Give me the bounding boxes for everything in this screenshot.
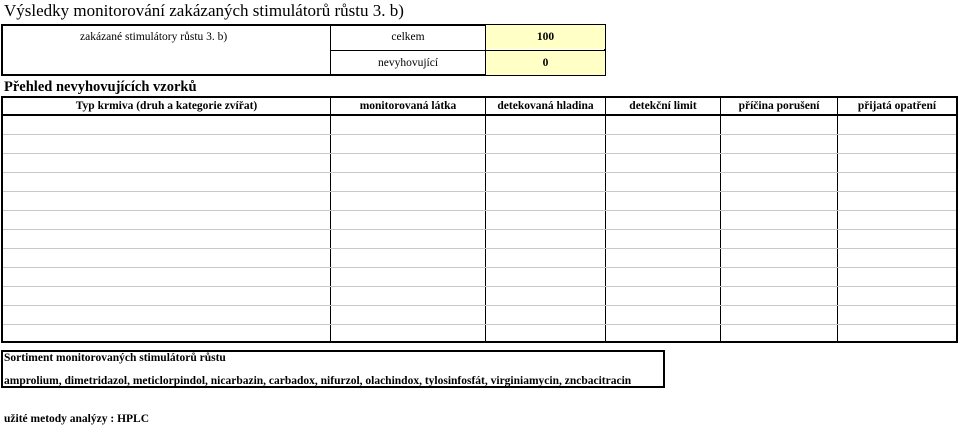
table-row-line [3, 172, 956, 173]
column-header-violation-cause: příčina porušení [738, 100, 820, 112]
table-row-line [3, 191, 956, 192]
table-row-line [3, 286, 956, 287]
sortiment-list: amprolium, dimetridazol, meticlorpindol, nicarbazin, carbadox, nifurzol, olachindox, tylosinfosfát, virginiamycin, zncbacitracin [4, 375, 632, 387]
column-header-substance: monitorovaná látka [359, 100, 457, 112]
table-row-line [3, 134, 956, 135]
table-row-line [3, 267, 956, 268]
table-row-line [3, 210, 956, 211]
summary-label: zakázané stimulátory růstu 3. b) [80, 31, 228, 43]
summary-total-value: 100 [486, 25, 605, 49]
table-row-line [3, 305, 956, 306]
header-divider [1, 114, 958, 116]
column-header-detected-level: detekovaná hladina [497, 100, 594, 112]
column-header-detection-limit: detekční limit [629, 100, 697, 112]
table-row-line [3, 153, 956, 154]
page-title: Výsledky monitorování zakázaných stimulátorů růstu 3. b) [4, 1, 404, 20]
analysis-methods: užité metody analýzy : HPLC [4, 413, 150, 425]
sortiment-title: Sortiment monitorovaných stimulátorů růstu [4, 352, 226, 364]
column-header-measures-taken: přijatá opatření [857, 100, 937, 112]
column-header-feed-type: Typ krmiva (druh a kategorie zvířat) [75, 100, 258, 112]
overview-title: Přehled nevyhovujících vzorků [4, 79, 197, 95]
summary-total-label: celkem [391, 31, 425, 43]
table-row-line [3, 229, 956, 230]
table-row-line [3, 248, 956, 249]
summary-noncompliant-value: 0 [486, 51, 605, 75]
summary-noncompliant-label: nevyhovující [377, 57, 439, 69]
table-row-line [3, 324, 956, 325]
